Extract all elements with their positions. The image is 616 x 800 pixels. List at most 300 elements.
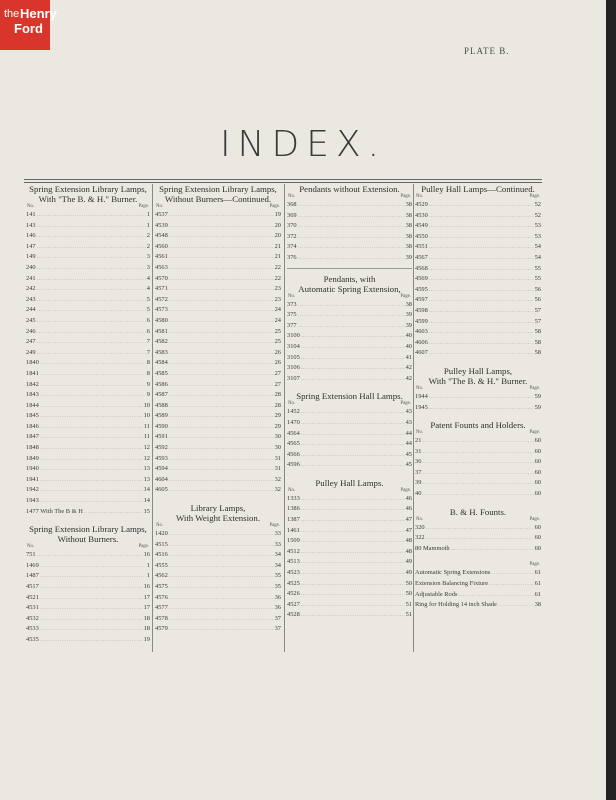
index-entry — [155, 274, 281, 285]
leader-dots — [40, 391, 146, 401]
section-heading: Library Lamps, — [190, 503, 246, 514]
entry-number: 246 — [26, 327, 36, 335]
entry-page: 41 — [405, 353, 412, 361]
top-rule — [24, 179, 542, 180]
index-entry — [155, 422, 281, 433]
entry-number: 1849 — [26, 454, 39, 462]
entry-number: 1420 — [155, 530, 168, 538]
leader-dots — [169, 222, 274, 232]
entry-number: 1470 — [287, 418, 300, 426]
index-entry — [155, 593, 281, 604]
entry-number: 1386 — [287, 505, 300, 513]
leader-dots — [429, 349, 534, 359]
entry-number: 4594 — [155, 465, 168, 473]
entry-page: 60 — [534, 479, 541, 487]
section-heading: Spring Extension Hall Lamps. — [296, 391, 403, 402]
entry-page: 38 — [534, 601, 541, 609]
index-entry — [415, 457, 541, 468]
entry-page: 38 — [405, 232, 412, 240]
leader-dots — [37, 285, 146, 295]
index-entry — [155, 242, 281, 253]
leader-dots — [298, 322, 405, 332]
entry-page: 60 — [534, 534, 541, 542]
leader-dots — [40, 476, 143, 486]
entry-number: 4595 — [415, 285, 428, 293]
entry-page: 7 — [146, 338, 150, 346]
entry-number: 4526 — [287, 590, 300, 598]
entry-number: 4528 — [287, 611, 300, 619]
section-subheading: Without Burners. — [57, 534, 119, 545]
index-entry — [155, 614, 281, 625]
index-entry — [155, 529, 281, 540]
index-entry — [287, 504, 412, 515]
index-entry — [415, 264, 541, 275]
index-entry — [287, 547, 412, 558]
entry-number: 1940 — [26, 465, 39, 473]
index-entry — [287, 211, 412, 222]
leader-dots — [301, 419, 405, 429]
leader-dots — [429, 307, 534, 317]
no-page-header: No. Page. — [27, 544, 149, 550]
entry-number: 240 — [26, 263, 36, 271]
section-subheading: Without Burners—Continued. — [164, 194, 272, 204]
entry-page: 59 — [534, 403, 541, 411]
entry-number: 4578 — [155, 614, 168, 622]
section-subheading: Automatic Spring Extension, — [298, 283, 401, 294]
no-page-header: No. Page. — [156, 204, 280, 209]
index-entry — [26, 210, 150, 221]
index-entry — [415, 338, 541, 349]
leader-dots — [169, 562, 274, 572]
leader-dots — [301, 451, 405, 461]
entry-number: 4517 — [26, 583, 39, 590]
index-entry — [287, 536, 412, 547]
leader-dots — [169, 455, 274, 465]
henry-ford-logo[interactable] — [0, 0, 57, 50]
index-entry — [155, 316, 281, 327]
entry-page: 46 — [405, 505, 412, 513]
index-entry — [287, 600, 412, 611]
entry-number: 4582 — [155, 338, 168, 346]
leader-dots — [169, 433, 274, 443]
entry-number: 4523 — [287, 569, 300, 577]
entry-number: 141 — [26, 211, 36, 218]
entry-page: 35 — [274, 583, 281, 590]
leader-dots — [298, 254, 405, 264]
entry-page: 54 — [534, 243, 541, 251]
index-column-1 — [26, 184, 150, 649]
leader-dots — [169, 370, 274, 380]
index-entry — [26, 274, 150, 285]
entry-number: 147 — [26, 242, 36, 250]
entry-number: 4569 — [415, 275, 428, 283]
entry-number: 4555 — [155, 561, 168, 569]
leader-dots — [169, 349, 274, 359]
entry-page: 8 — [146, 359, 150, 367]
entry-number: 4566 — [287, 450, 300, 458]
entry-number: 39 — [415, 479, 422, 487]
entry-number: 4577 — [155, 604, 168, 612]
leader-dots — [37, 253, 146, 263]
index-entry — [26, 454, 150, 465]
entry-number: 31 — [415, 447, 422, 455]
entry-page: 21 — [274, 242, 281, 250]
index-entry — [26, 242, 150, 253]
leader-dots — [40, 381, 146, 391]
index-entry — [26, 221, 150, 232]
leader-dots — [40, 433, 143, 443]
index-entry — [155, 337, 281, 348]
section-subheading: With Weight Extension. — [175, 513, 261, 524]
index-entry — [26, 327, 150, 338]
entry-page: 24 — [274, 306, 281, 314]
leader-dots — [169, 275, 274, 285]
index-entry — [415, 478, 541, 489]
leader-dots — [169, 253, 274, 263]
index-entry — [26, 507, 150, 518]
entry-number: 4585 — [155, 369, 168, 377]
entry-number: 244 — [26, 306, 36, 314]
entry-number: 80 Mammoth — [415, 544, 450, 552]
entry-page: 40 — [405, 332, 412, 340]
leader-dots — [298, 222, 405, 232]
section-heading: Pulley Hall Lamps, — [443, 365, 513, 376]
index-entry — [415, 232, 541, 243]
section-divider — [287, 268, 412, 269]
index-column-2 — [155, 184, 281, 638]
entry-page: 47 — [405, 516, 412, 524]
index-entry — [415, 274, 541, 285]
section-pulley-hall-continued — [415, 184, 541, 359]
leader-dots — [429, 328, 534, 338]
entry-number: 751 — [26, 551, 36, 559]
leader-dots — [169, 296, 274, 306]
entry-page: 52 — [534, 201, 541, 208]
section-heading: Pendants, with — [323, 273, 376, 284]
index-entry — [155, 390, 281, 401]
leader-dots — [40, 604, 143, 614]
entry-page: 54 — [534, 253, 541, 261]
leader-dots — [169, 541, 274, 551]
entry-number: 373 — [287, 300, 297, 308]
entry-number: 1452 — [287, 408, 300, 416]
entry-number: 4562 — [155, 572, 168, 580]
leader-dots — [301, 343, 405, 353]
index-entry — [415, 403, 541, 414]
entry-number: 4568 — [415, 264, 428, 272]
index-entry — [287, 300, 412, 311]
entry-page: 60 — [534, 544, 541, 552]
entry-number: 243 — [26, 295, 36, 303]
index-entry — [415, 568, 541, 579]
index-entry — [415, 447, 541, 458]
entry-number: 242 — [26, 285, 36, 293]
entry-page: 4 — [146, 285, 150, 293]
entry-page: 24 — [274, 316, 281, 324]
entry-page: 61 — [534, 590, 541, 598]
entry-number: 1469 — [26, 561, 39, 569]
leader-dots — [429, 243, 534, 253]
entry-number: 36 — [415, 458, 422, 466]
entry-page: 58 — [534, 349, 541, 357]
entry-number: 4591 — [155, 433, 168, 441]
index-entry — [155, 305, 281, 316]
section-pendants-without-extension — [287, 184, 412, 264]
entry-page: 57 — [534, 306, 541, 314]
index-entry — [415, 590, 541, 601]
entry-number: 4549 — [415, 222, 428, 230]
entry-number: 4606 — [415, 338, 428, 346]
entry-page: 61 — [534, 569, 541, 577]
index-entry — [415, 600, 541, 611]
index-entry — [415, 295, 541, 306]
leader-dots — [301, 375, 405, 385]
leader-dots — [40, 402, 143, 412]
entry-page: 38 — [405, 300, 412, 308]
index-entry — [26, 380, 150, 391]
leader-dots — [301, 558, 405, 568]
entry-page: 33 — [274, 530, 281, 538]
leader-dots — [169, 572, 274, 582]
leader-dots — [40, 486, 143, 496]
entry-page: 3 — [146, 253, 150, 261]
entry-number: 1477 With The B & H — [26, 507, 83, 515]
index-entry — [287, 253, 412, 264]
index-entry — [26, 305, 150, 316]
entry-number: 4607 — [415, 349, 428, 357]
entry-page: 28 — [274, 391, 281, 399]
entry-number: 149 — [26, 253, 36, 261]
leader-dots — [169, 264, 274, 274]
index-entry — [26, 252, 150, 263]
entry-page: 1 — [146, 211, 150, 218]
entry-number: 322 — [415, 534, 425, 542]
index-column-3 — [287, 184, 412, 624]
no-page-header: No. Page. — [416, 385, 540, 391]
leader-dots — [169, 486, 274, 496]
top-rule-inner — [24, 182, 542, 183]
entry-number: 4589 — [155, 412, 168, 420]
entry-page: 1 — [146, 561, 150, 569]
entry-page: 33 — [274, 540, 281, 548]
entry-number: 245 — [26, 316, 36, 324]
index-entry — [415, 436, 541, 447]
leader-dots — [169, 583, 274, 593]
entry-number: 4593 — [155, 454, 168, 462]
entry-number: 4583 — [155, 348, 168, 356]
entry-page: 44 — [405, 429, 412, 437]
entry-page: 39 — [405, 311, 412, 319]
entry-page: 51 — [405, 600, 412, 608]
leader-dots — [37, 349, 146, 359]
entry-page: 32 — [274, 486, 281, 494]
entry-page: 10 — [143, 401, 150, 409]
logo-text-the: the — [4, 8, 20, 20]
entry-page: 19 — [143, 635, 150, 643]
entry-page: 57 — [534, 317, 541, 325]
leader-dots — [169, 604, 274, 614]
index-entry — [287, 310, 412, 321]
entry-number: 4530 — [415, 211, 428, 219]
index-entry — [26, 635, 150, 646]
index-entry — [155, 475, 281, 486]
entry-page: 55 — [534, 264, 541, 272]
leader-dots — [40, 423, 143, 433]
leader-dots — [301, 332, 405, 342]
entry-number: 3100 — [287, 332, 300, 340]
entry-page: 38 — [405, 211, 412, 219]
index-entry — [155, 540, 281, 551]
index-entry — [26, 348, 150, 359]
index-entry — [26, 561, 150, 572]
entry-number: 3106 — [287, 364, 300, 372]
entry-page: 53 — [534, 232, 541, 240]
entry-page: 40 — [405, 342, 412, 350]
entry-page: 53 — [534, 222, 541, 230]
no-page-header: No. Page. — [156, 523, 280, 529]
index-entry — [415, 285, 541, 296]
index-entry — [26, 369, 150, 380]
leader-dots — [169, 551, 274, 561]
leader-dots — [422, 490, 533, 500]
leader-dots — [429, 318, 534, 328]
entry-page: 42 — [405, 374, 412, 382]
index-entry — [415, 533, 541, 544]
index-entry — [26, 624, 150, 635]
index-entry — [155, 485, 281, 496]
entry-number: 4521 — [26, 593, 39, 601]
entry-number: 4535 — [26, 635, 39, 643]
index-entry — [415, 306, 541, 317]
no-page-header: No. Page. — [288, 194, 411, 199]
index-entry — [155, 443, 281, 454]
entry-number: 4604 — [155, 475, 168, 483]
section-heading: Spring Extension Library Lamps, — [29, 524, 147, 535]
entry-number: 3105 — [287, 353, 300, 361]
leader-dots — [458, 591, 533, 601]
entry-number: 146 — [26, 232, 36, 240]
leader-dots — [40, 455, 143, 465]
index-entry — [26, 358, 150, 369]
index-entry — [287, 200, 412, 211]
leader-dots — [169, 402, 274, 412]
entry-page: 30 — [274, 444, 281, 452]
leader-dots — [429, 404, 534, 414]
index-entry — [155, 348, 281, 359]
entry-number: 1461 — [287, 526, 300, 534]
entry-number: 4567 — [415, 253, 428, 261]
index-entry — [26, 411, 150, 422]
index-entry — [26, 432, 150, 443]
entry-page: 17 — [143, 593, 150, 601]
index-entry — [287, 494, 412, 505]
entry-number: 4576 — [155, 593, 168, 601]
section-heading: Spring Extension Library Lamps, — [29, 184, 147, 194]
entry-page: 16 — [143, 551, 150, 559]
leader-dots — [169, 465, 274, 475]
entry-page: 18 — [143, 614, 150, 622]
leader-dots — [169, 444, 274, 454]
leader-dots — [429, 222, 534, 232]
index-entry — [155, 582, 281, 593]
index-entry — [415, 200, 541, 211]
entry-number: 1847 — [26, 433, 39, 441]
entry-number: 4596 — [287, 461, 300, 469]
leader-dots — [301, 601, 405, 611]
index-entry — [26, 316, 150, 327]
entry-number: 1944 — [415, 392, 428, 400]
entry-number: 1845 — [26, 412, 39, 420]
index-entry — [415, 579, 541, 590]
leader-dots — [40, 625, 143, 635]
index-entry — [287, 515, 412, 526]
leader-dots — [489, 580, 533, 590]
leader-dots — [169, 306, 274, 316]
entry-number: 21 — [415, 437, 422, 445]
entry-number: 1487 — [26, 572, 39, 580]
entry-page: 12 — [143, 454, 150, 462]
index-entry — [155, 358, 281, 369]
leader-dots — [298, 301, 405, 311]
index-entry — [155, 464, 281, 475]
entry-number: 4579 — [155, 625, 168, 633]
index-entry — [415, 317, 541, 328]
entry-number: 4527 — [287, 600, 300, 608]
entry-number: 1843 — [26, 391, 39, 399]
leader-dots — [429, 254, 534, 264]
entry-number: 1846 — [26, 422, 39, 430]
entry-number: 1844 — [26, 401, 39, 409]
index-entry — [415, 327, 541, 338]
entry-number: 4512 — [287, 547, 300, 555]
no-page-header: No. Page. — [416, 430, 540, 436]
section-heading: Spring Extension Library Lamps, — [159, 184, 277, 194]
entry-number: 3107 — [287, 374, 300, 382]
entry-number: 1942 — [26, 486, 39, 494]
index-entry — [155, 284, 281, 295]
leader-dots — [40, 594, 143, 604]
entry-page: 27 — [274, 369, 281, 377]
index-entry — [415, 253, 541, 264]
index-entry — [287, 589, 412, 600]
leader-dots — [40, 465, 143, 475]
entry-number: 4573 — [155, 306, 168, 314]
index-entry — [287, 450, 412, 461]
no-page-header: No. Page. — [288, 487, 411, 493]
leader-dots — [37, 211, 146, 221]
entry-page: 2 — [146, 242, 150, 250]
entry-page: 6 — [146, 327, 150, 335]
leader-dots — [37, 306, 146, 316]
leader-dots — [169, 243, 274, 253]
leader-dots — [37, 264, 146, 274]
scan-edge-shadow — [606, 0, 616, 800]
no-page-header: No. Page. — [416, 516, 540, 522]
entry-number: 4560 — [155, 242, 168, 250]
index-entry — [287, 460, 412, 471]
index-entry — [155, 263, 281, 274]
leader-dots — [429, 212, 534, 222]
entry-number: 247 — [26, 338, 36, 346]
index-entry — [155, 550, 281, 561]
entry-number: Extension Balancing Fixture — [415, 580, 489, 588]
section-heading: Patent Founts and Holders. — [430, 420, 526, 431]
entry-number: 1941 — [26, 475, 39, 483]
no-page-header: No. Page. — [416, 194, 540, 199]
leader-dots — [301, 580, 405, 590]
entry-number: 4605 — [155, 486, 168, 494]
entry-page: 36 — [274, 604, 281, 612]
